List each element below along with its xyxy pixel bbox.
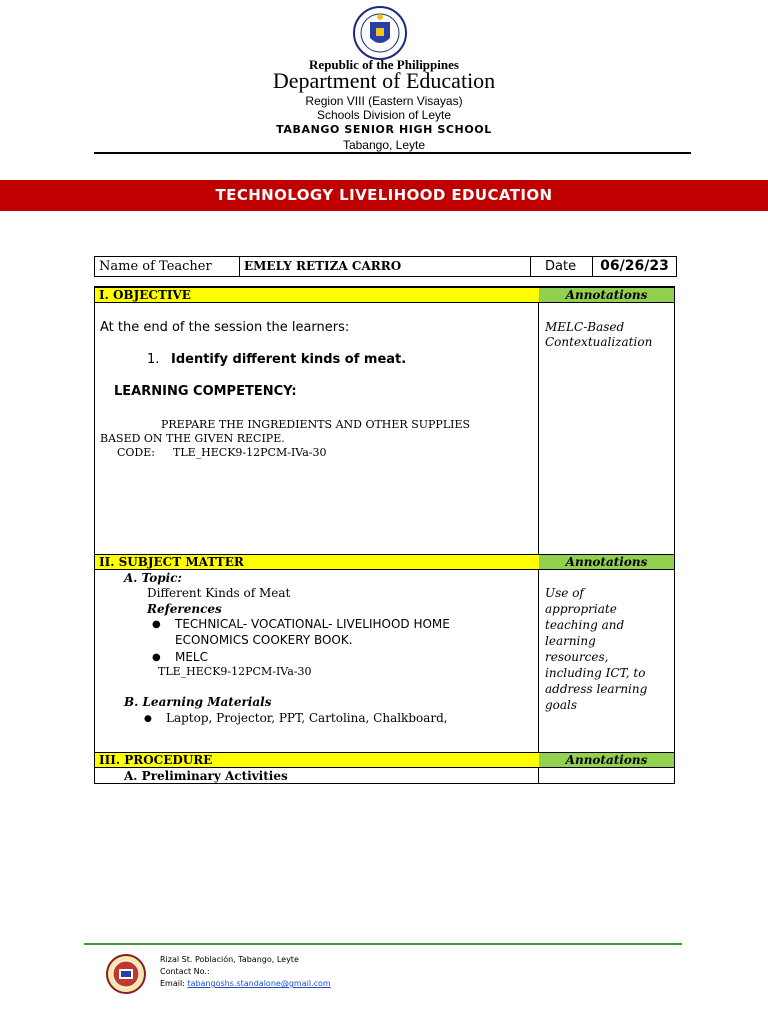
- competency-code-label: CODE:: [117, 446, 155, 459]
- objective-annotations-heading: Annotations: [539, 287, 674, 303]
- procedure-heading: III. PROCEDURE: [95, 752, 539, 768]
- header-divider: [94, 152, 691, 154]
- footer-email-row: [160, 979, 331, 988]
- objective-annotation-line-2: Contextualization: [545, 335, 653, 349]
- bullet-icon: ●: [144, 714, 152, 724]
- subject-annotation-line-6: including ICT, to: [545, 666, 646, 680]
- division-line: Schools Division of Leyte: [316, 108, 452, 122]
- teacher-name-label: Name of Teacher: [95, 257, 240, 276]
- bullet-icon: ●: [152, 652, 161, 663]
- column-divider: [538, 287, 539, 783]
- subject-annotation-line-7: address learning: [545, 682, 648, 696]
- objective-intro: At the end of the session the learners:: [100, 320, 350, 335]
- subject-annotation-line-5: resources,: [545, 650, 609, 664]
- department-title: Department of Education: [272, 68, 496, 93]
- date-value: 06/26/23: [600, 258, 669, 274]
- procedure-annotations-heading: Annotations: [539, 752, 674, 768]
- reference-2: MELC: [175, 650, 208, 664]
- objective-item-text: Identify different kinds of meat.: [171, 352, 407, 367]
- subject-annotation-line-3: teaching and: [545, 618, 625, 632]
- town-line: Tabango, Leyte: [342, 138, 426, 152]
- subject-matter-heading: II. SUBJECT MATTER: [95, 554, 539, 570]
- date-label: Date: [531, 257, 593, 276]
- footer-contact-label: Contact No.:: [160, 967, 210, 976]
- topic-value: Different Kinds of Meat: [147, 586, 291, 600]
- footer-email-link[interactable]: tabangoshs.standalone@gmail.com: [187, 979, 331, 988]
- teacher-name-value: EMELY RETIZA CARRO: [240, 257, 531, 276]
- learning-materials-value: Laptop, Projector, PPT, Cartolina, Chalkboard,: [166, 711, 448, 725]
- subject-annotation-line-8: goals: [545, 698, 578, 712]
- reference-1-line-2: ECONOMICS COOKERY BOOK.: [175, 633, 353, 647]
- lesson-plan-table: [94, 286, 675, 784]
- learning-materials-label: B. Learning Materials: [124, 695, 272, 709]
- objective-heading: I. OBJECTIVE: [95, 287, 539, 303]
- footer-divider: [84, 943, 682, 945]
- subject-banner: TECHNOLOGY LIVELIHOOD EDUCATION: [0, 180, 768, 211]
- republic-line: Republic of the Philippines: [309, 57, 459, 72]
- teacher-info-row: [94, 256, 677, 277]
- school-name: TABANGO SENIOR HIGH SCHOOL: [276, 123, 492, 136]
- school-seal-logo: [106, 954, 146, 994]
- subject-annotation-line-4: learning: [545, 634, 596, 648]
- reference-2-code: TLE_HECK9-12PCM-IVa-30: [158, 665, 312, 678]
- learning-competency-heading: LEARNING COMPETENCY:: [114, 384, 297, 399]
- topic-label: A. Topic:: [124, 571, 182, 585]
- subject-annotation-line-1: Use of: [545, 586, 584, 600]
- objective-item-number: 1.: [147, 352, 160, 367]
- deped-seal-logo: [352, 6, 408, 60]
- subject-matter-annotations-heading: Annotations: [539, 554, 674, 570]
- subject-annotation-line-2: appropriate: [545, 602, 617, 616]
- reference-1-line-1: TECHNICAL- VOCATIONAL- LIVELIHOOD HOME: [175, 617, 450, 631]
- region-line: Region VIII (Eastern Visayas): [305, 94, 463, 108]
- references-label: References: [147, 602, 222, 616]
- competency-code-value: TLE_HECK9-12PCM-IVa-30: [173, 446, 327, 459]
- footer-address: Rizal St. Población, Tabango, Leyte: [160, 955, 299, 964]
- competency-line-1: PREPARE THE INGREDIENTS AND OTHER SUPPLIES: [161, 418, 471, 431]
- competency-line-2: BASED ON THE GIVEN RECIPE.: [100, 432, 285, 445]
- preliminary-activities: A. Preliminary Activities: [124, 769, 288, 783]
- objective-annotation-line-1: MELC-Based: [545, 320, 625, 334]
- bullet-icon: ●: [152, 619, 161, 630]
- footer-email-label: Email:: [160, 979, 185, 988]
